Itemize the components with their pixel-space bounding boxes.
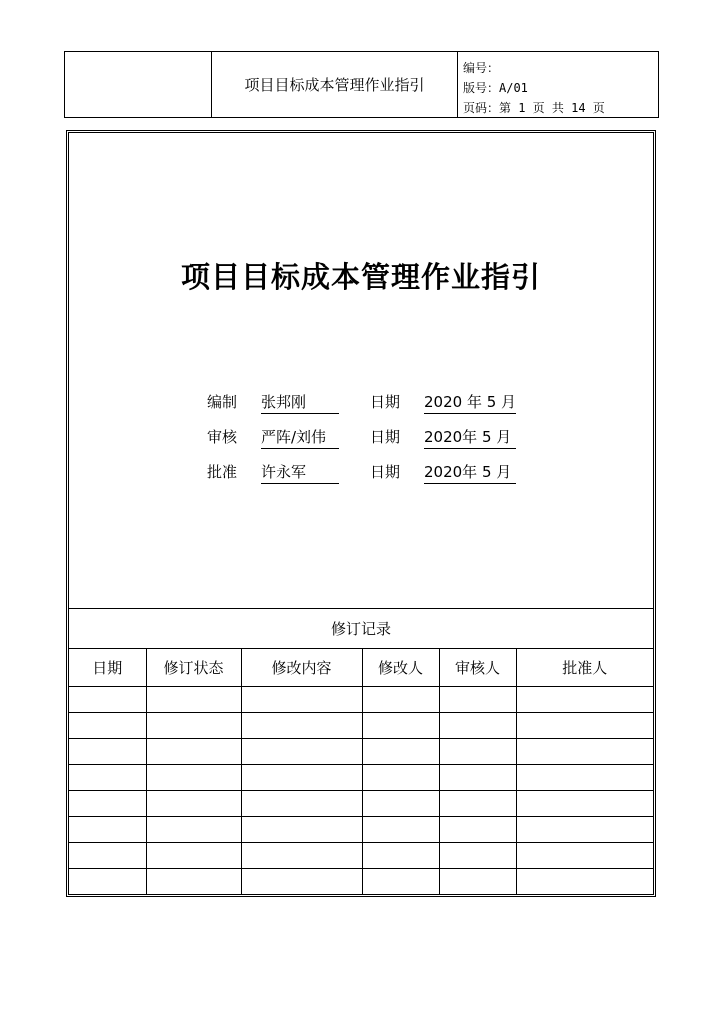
table-cell	[439, 713, 516, 739]
role-label: 编制	[207, 393, 238, 411]
table-row	[69, 739, 653, 765]
document-header	[64, 51, 659, 118]
table-cell	[516, 869, 653, 895]
page-label: 页码：第 1 页 共 14 页	[463, 101, 605, 115]
table-cell	[69, 843, 146, 869]
table-cell	[241, 765, 362, 791]
table-cell	[146, 713, 241, 739]
column-header: 批准人	[516, 649, 653, 687]
table-row	[69, 765, 653, 791]
document-frame	[66, 130, 656, 897]
table-cell	[439, 869, 516, 895]
table-row	[69, 687, 653, 713]
table-row	[69, 869, 653, 895]
table-cell	[146, 843, 241, 869]
version-label: 版号：A/01	[463, 81, 528, 95]
table-cell	[516, 713, 653, 739]
table-row	[69, 817, 653, 843]
table-cell	[241, 739, 362, 765]
column-header: 修改人	[362, 649, 439, 687]
table-cell	[362, 791, 439, 817]
date-label: 日期	[370, 393, 401, 411]
table-cell	[439, 687, 516, 713]
table-cell	[439, 817, 516, 843]
table-cell	[69, 869, 146, 895]
table-cell	[362, 869, 439, 895]
revision-header-row	[69, 649, 653, 687]
table-cell	[69, 791, 146, 817]
role-label: 批准	[207, 463, 238, 481]
table-cell	[241, 713, 362, 739]
table-cell	[516, 843, 653, 869]
table-cell	[516, 765, 653, 791]
table-cell	[439, 739, 516, 765]
header-meta	[458, 52, 658, 117]
table-cell	[146, 739, 241, 765]
signer-name: 张邦刚	[261, 391, 339, 414]
role-label: 审核	[207, 428, 238, 446]
table-cell	[69, 713, 146, 739]
table-cell	[69, 739, 146, 765]
table-cell	[146, 869, 241, 895]
revision-table	[69, 608, 653, 895]
revision-record	[69, 608, 653, 894]
table-row	[69, 843, 653, 869]
sign-date: 2020年 5 月	[424, 426, 516, 449]
logo-cell	[65, 52, 212, 117]
number-label: 编号：	[463, 61, 500, 75]
table-cell	[362, 843, 439, 869]
table-cell	[362, 739, 439, 765]
cover-section	[69, 133, 653, 609]
table-cell	[146, 765, 241, 791]
table-cell	[241, 869, 362, 895]
column-header: 修订状态	[146, 649, 241, 687]
table-cell	[69, 765, 146, 791]
table-cell	[69, 687, 146, 713]
table-cell	[362, 765, 439, 791]
table-cell	[516, 739, 653, 765]
table-row	[69, 791, 653, 817]
date-label: 日期	[370, 428, 401, 446]
sign-date: 2020年 5 月	[424, 461, 516, 484]
table-cell	[241, 791, 362, 817]
table-cell	[439, 791, 516, 817]
table-cell	[69, 817, 146, 843]
table-cell	[146, 817, 241, 843]
table-cell	[362, 817, 439, 843]
table-cell	[516, 687, 653, 713]
table-cell	[362, 687, 439, 713]
table-cell	[362, 713, 439, 739]
column-header: 修改内容	[241, 649, 362, 687]
table-cell	[439, 843, 516, 869]
table-cell	[241, 843, 362, 869]
header-doc-title: 项目目标成本管理作业指引	[212, 52, 458, 117]
table-cell	[516, 817, 653, 843]
date-label: 日期	[370, 463, 401, 481]
table-row	[69, 713, 653, 739]
column-header: 日期	[69, 649, 146, 687]
table-cell	[241, 687, 362, 713]
cover-title: 项目目标成本管理作业指引	[180, 260, 541, 294]
table-cell	[241, 817, 362, 843]
signer-name: 严阵/刘伟	[261, 426, 339, 449]
signer-name: 许永军	[261, 461, 339, 484]
table-cell	[146, 687, 241, 713]
sign-date: 2020 年 5 月	[424, 391, 516, 414]
column-header: 审核人	[439, 649, 516, 687]
table-cell	[516, 791, 653, 817]
table-cell	[146, 791, 241, 817]
table-cell	[439, 765, 516, 791]
revision-title: 修订记录	[69, 608, 653, 649]
